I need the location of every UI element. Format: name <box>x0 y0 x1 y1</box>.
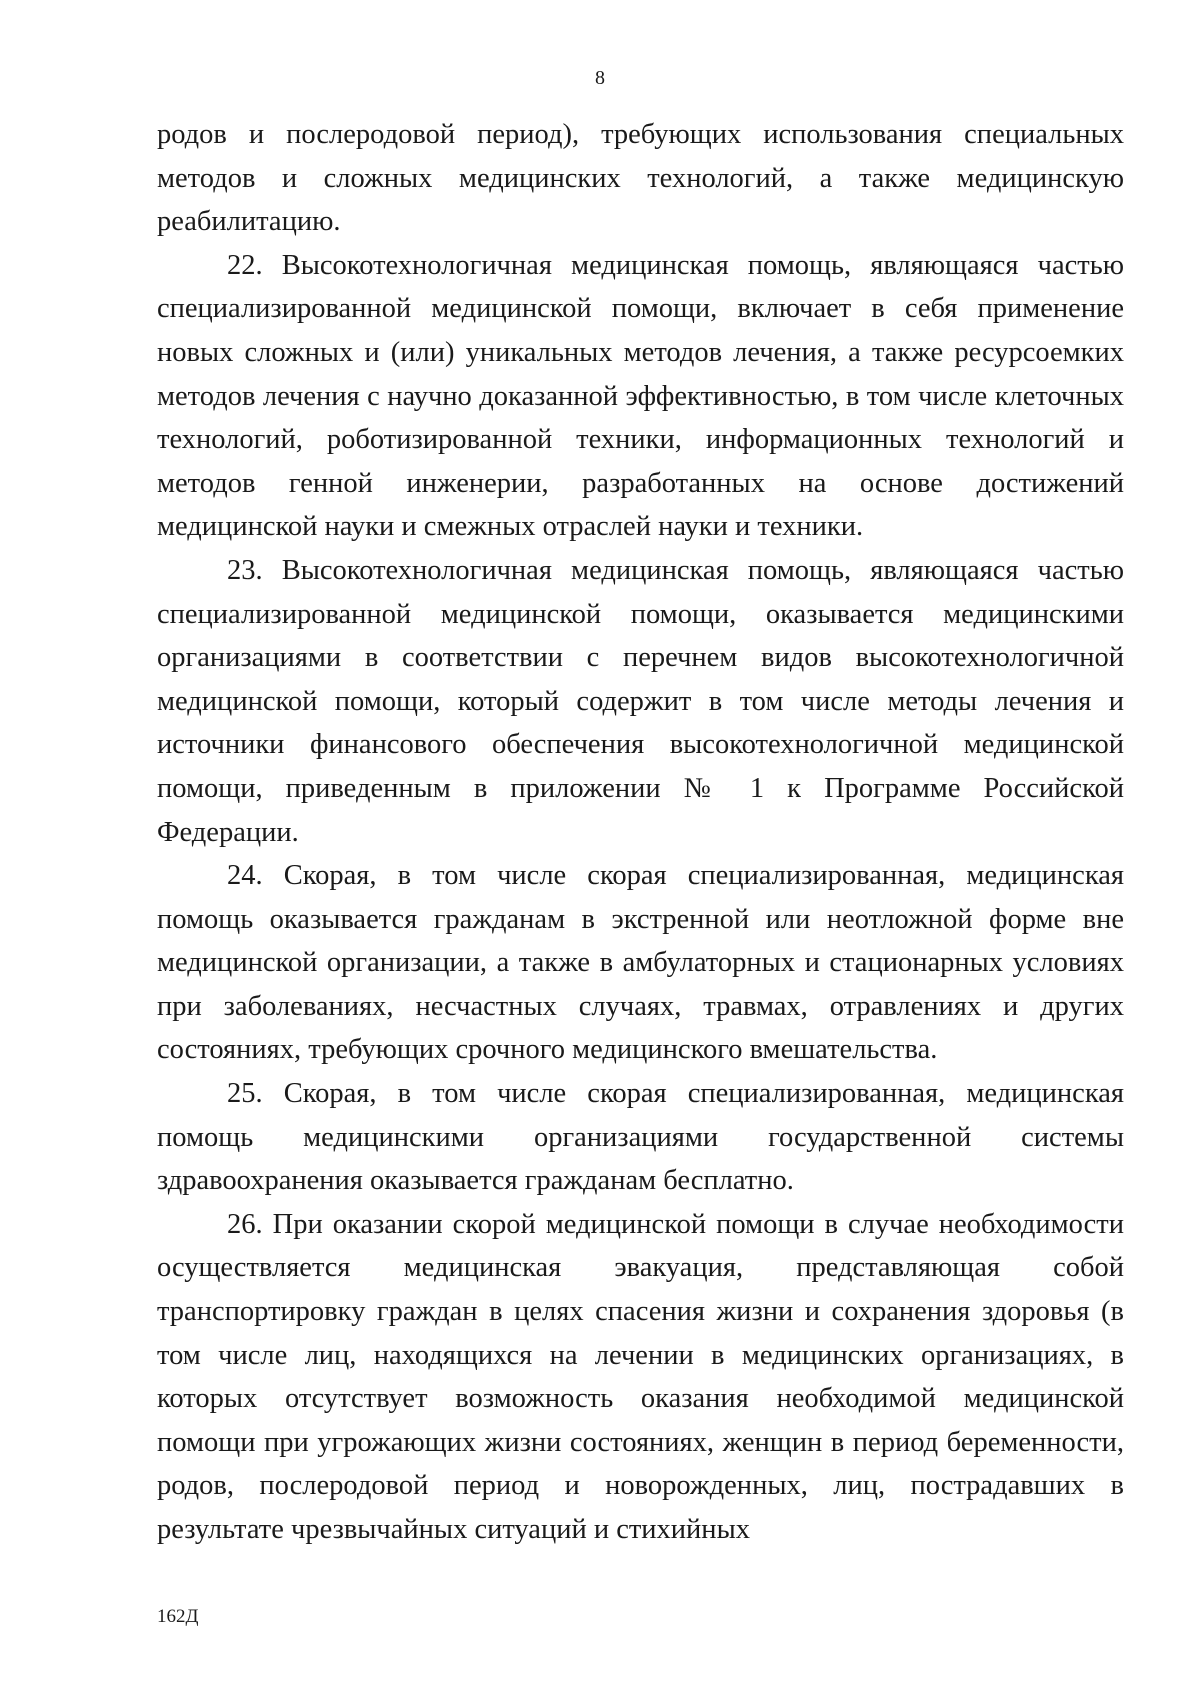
paragraph-continuation: родов и послеродовой период), требующих использования специальных методов и сложных медицинских технологий, а также медицинскую реабилитацию. <box>157 119 1124 238</box>
paragraph-23: 23. Высокотехнологичная медицинская помощь, являющаяся частью специализированной медицинской помощи, оказывается медицинскими организациями в соответствии с перечнем видов высокотехнологичной медицинской помощи, который содержит в том числе методы лечения и источники финансового обеспечения высокотехнологичной медицинской помощи, приведенным в приложении № 1 к Программе Российской Федерации. <box>157 554 1124 848</box>
document-body <box>157 113 1124 1552</box>
page-number: 8 <box>595 67 605 89</box>
paragraph-25: 25. Скорая, в том числе скорая специализированная, медицинская помощь медицинскими организациями государственной системы здравоохранения оказывается гражданам бесплатно. <box>157 1078 1124 1197</box>
paragraph-26: 26. При оказании скорой медицинской помощи в случае необходимости осуществляется медицинская эвакуация, представляющая собой транспортировку граждан в целях спасения жизни и сохранения здоровья (в том числе лиц, находящихся на лечении в медицинских организациях, в которых отсутствует возможность оказания необходимой медицинской помощи при угрожающих жизни состояниях, женщин в период беременности, родов, послеродовой период и новорожденных, лиц, пострадавших в результате чрезвычайных ситуаций и стихийных <box>157 1208 1124 1545</box>
paragraph-22: 22. Высокотехнологичная медицинская помощь, являющаяся частью специализированной медицинской помощи, включает в себя применение новых сложных и (или) уникальных методов лечения, а также ресурсоемких методов лечения с научно доказанной эффективностью, в том числе клеточных технологий, роботизированной техники, информационных технологий и методов генной инженерии, разработанных на основе достижений медицинской науки и смежных отраслей науки и техники. <box>157 249 1124 543</box>
paragraph-24: 24. Скорая, в том числе скорая специализированная, медицинская помощь оказывается гражданам в экстренной или неотложной форме вне медицинской организации, а также в амбулаторных и стационарных условиях при заболеваниях, несчастных случаях, травмах, отравлениях и других состояниях, требующих срочного медицинского вмешательства. <box>157 860 1124 1066</box>
footer-document-code: 162Д <box>157 1606 199 1627</box>
